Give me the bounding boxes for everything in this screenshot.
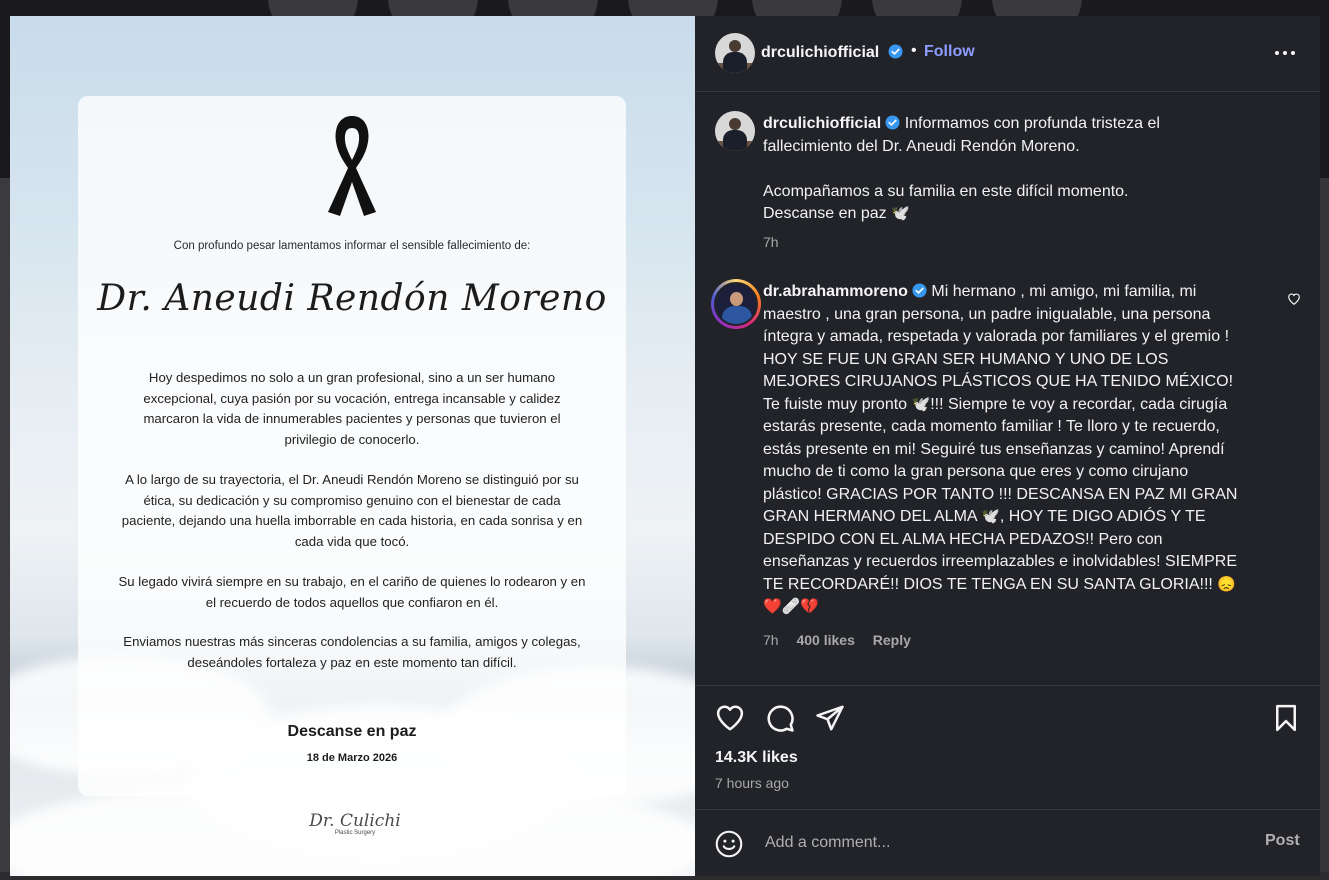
comment-reply-button[interactable]: Reply [872, 632, 911, 648]
comment-input[interactable] [765, 829, 1235, 857]
post-caption [763, 113, 1223, 226]
commenter-username[interactable]: dr.abrahammoreno [763, 283, 908, 300]
comment-text: !!! Siempre te voy a recordar, cada cirugía estarás presente, cada momento familiar ! Te lloro y te recuerdo, estás presente en mi! Seguiré tus enseñanzas y camino! Aprendí mucho de ti como la gran persona que eres y como cirujano plástico! GRACIAS POR TANTO !!! DESCANSA EN PAZ MI GRAN GRAN HERMANO DEL ALMA [763, 395, 1238, 525]
post-timestamp[interactable]: 7 hours ago [715, 775, 789, 791]
dove-emoji: 🕊️ [911, 395, 931, 413]
card-intro: Con profundo pesar lamentamos informar el sensible fallecimiento de: [173, 240, 531, 252]
post-header [695, 16, 1320, 92]
post-modal [10, 16, 1320, 876]
comment-meta [763, 632, 925, 648]
comment-bubble-icon[interactable] [765, 703, 795, 733]
card-paragraph: A lo largo de su trayectoria, el Dr. Aneudi Rendón Moreno se distinguió por su ética, su dedicación y su compromiso genuino con el bienestar de cada paciente, dejando una huella imborrable en cada historia, en cada sonrisa y en cada vida que tocó. [121, 472, 583, 549]
author-avatar[interactable] [715, 33, 755, 73]
caption-author-avatar[interactable] [715, 111, 755, 151]
logo-subtext: Plastic Surgery [334, 830, 376, 836]
caption-line: Descanse en paz [763, 205, 887, 222]
commenter-avatar[interactable] [711, 279, 761, 329]
header-separator: • [911, 42, 917, 59]
black-ribbon-icon [322, 112, 382, 220]
caption-line: Informamos con profunda tristeza el fallecimiento del Dr. Aneudi Rendón Moreno. [763, 115, 1160, 155]
more-options-icon[interactable] [1273, 43, 1297, 63]
condolence-card [78, 96, 626, 796]
comment-like-heart-icon[interactable] [1287, 292, 1301, 306]
verified-badge-icon [885, 115, 900, 130]
post-image[interactable] [10, 16, 695, 876]
backdrop-right [1319, 178, 1329, 880]
post-comment-button[interactable]: Post [1265, 832, 1300, 849]
comment-emojis: 😞❤️🩹💔 [763, 575, 1237, 615]
caption-line: Acompañamos a su familia en este difícil momento. [763, 182, 1129, 200]
card-doctor-name: Dr. Aneudi Rendón Moreno [97, 278, 607, 319]
follow-button[interactable]: Follow [924, 43, 975, 60]
card-paragraph: Enviamos nuestras más sinceras condolencias a su familia, amigos y colegas, deseándoles fortaleza y paz en este momento tan difícil. [123, 634, 581, 670]
emoji-smiley-icon[interactable] [715, 830, 743, 858]
caption-timestamp[interactable]: 7h [763, 234, 779, 250]
comment-item [763, 281, 1248, 619]
comment-text: , HOY TE DIGO ADIÓS Y TE DESPIDO CON EL ALMA HECHA PEDAZOS!! Pero con enseñanzas y recuerdos irreemplazables e inolvidables! SIEMPRE TE RECORDARÉ!! DIOS TE TENGA EN SU SANTA GLORIA!!! [763, 508, 1238, 593]
comment-likes[interactable]: 400 likes [796, 632, 855, 648]
like-heart-icon[interactable] [715, 703, 745, 733]
caption-username[interactable]: drculichiofficial [763, 115, 882, 132]
post-side-panel [695, 16, 1320, 876]
verified-badge-icon [888, 44, 903, 59]
comment-text: Mi hermano , mi amigo, mi familia, mi maestro , una gran persona, un padre inigualable, una persona íntegra y amada, respetada y valorada por familiares y el gremio ! HOY SE FUE UN GRAN SER HUMANO Y UNO DE LOS MEJORES CIRUJANOS PLÁSTICOS QUE HA TENIDO MÉXICO! Te fuiste muy pronto [763, 283, 1234, 413]
backdrop-left [0, 178, 10, 880]
add-comment-bar [695, 809, 1320, 876]
share-send-icon[interactable] [815, 703, 845, 733]
verified-badge-icon [912, 283, 927, 298]
comment-timestamp[interactable]: 7h [763, 632, 779, 648]
save-bookmark-icon[interactable] [1271, 703, 1301, 733]
dove-emoji: 🕊️ [981, 508, 1000, 525]
card-date: 18 de Marzo 2026 [306, 752, 398, 764]
clinic-logo [300, 811, 410, 851]
comments-list[interactable] [695, 93, 1320, 685]
card-paragraph: Hoy despedimos no solo a un gran profesional, sino a un ser humano excepcional, cuya pasión por su vocación, entrega incansable y calidez marcaron la vida de innumerables pacientes y personas que tuvieron el privilegio de conocerlo. [143, 370, 561, 447]
author-username-link[interactable]: drculichiofficial [761, 44, 903, 62]
post-likes-count[interactable]: 14.3K likes [715, 749, 798, 766]
logo-text: Dr. Culichi [309, 811, 401, 831]
dove-emoji: 🕊️ [891, 205, 910, 222]
card-closing: Descanse en paz [287, 723, 417, 740]
card-paragraph: Su legado vivirá siempre en su trabajo, en el cariño de quienes lo rodearon y en el recuerdo de todos aquellos que confiaron en él. [118, 574, 586, 610]
